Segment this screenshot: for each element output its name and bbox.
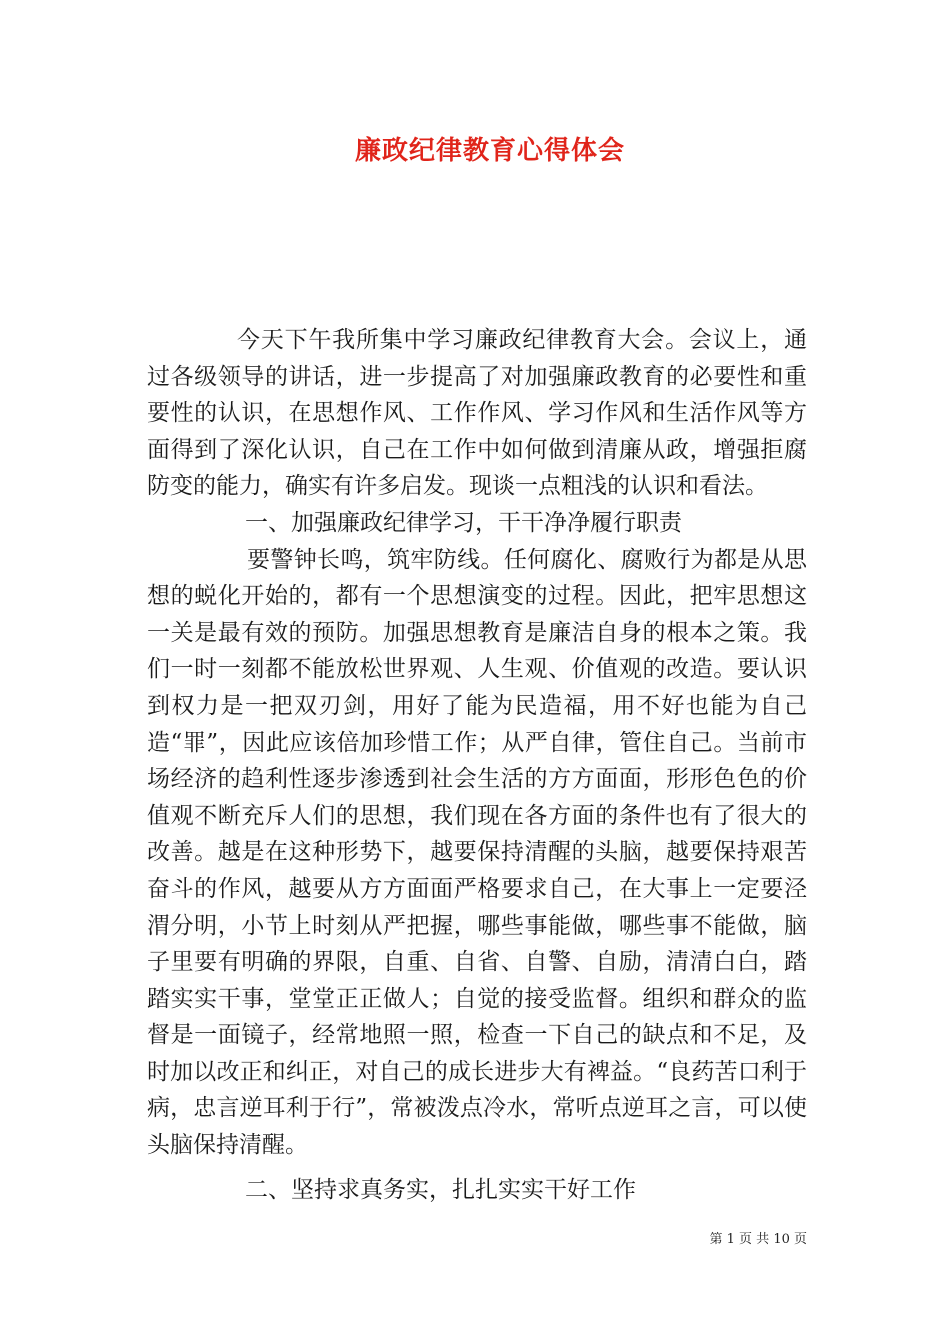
section-1-paragraph: 要警钟长鸣，筑牢防线。任何腐化、腐败行为都是从思想的蜕化开始的，都有一个思想演变的过程。因此，把牢思想这一关是最有效的预防。加强思想教育是廉洁自身的根本之策。我们一时一刻都不能放松世界观、人生观、价值观的改造。要认识到权力是一把双刃剑，用好了能为民造福，用不好也能为自己造“罪”，因此应该倍加珍惜工作；从严自律，管住自己。当前市场经济的趋利性逐步渗透到社会生活的方方面面，形形色色的价值观不断充斥人们的思想，我们现在各方面的条件也有了很大的改善。越是在这种形势下，越要保持清醒的头脑，越要保持艰苦奋斗的作风，越要从方方面面严格要求自己，在大事上一定要泾渭分明，小节上时刻从严把握，哪些事能做，哪些事不能做，脑子里要有明确的界限，自重、自省、自警、自励，清清白白，踏踏实实干事，堂堂正正做人；自觉的接受监督。组织和群众的监督是一面镜子，经常地照一照，检查一下自己的缺点和不足，及时加以改正和纠正，对自己的成长进步大有裨益。“良药苦口利于病，忠言逆耳利于行”，常被泼点冷水，常听点逆耳之言，可以使头脑保持清醒。 xyxy=(147,546,807,1159)
section-heading-1: 一、加强廉政纪律学习，干干净净履行职责 xyxy=(245,509,682,536)
page-number: 第 1 页 共 10 页 xyxy=(709,1232,807,1247)
intro-paragraph: 今天下午我所集中学习廉政纪律教育大会。会议上，通过各级领导的讲话，进一步提高了对加强廉政教育的必要性和重要性的认识，在思想作风、工作作风、学习作风和生活作风等方面得到了深化认识，自己在工作中如何做到清廉从政，增强拒腐防变的能力，确实有许多启发。现谈一点粗浅的认识和看法。 xyxy=(147,327,807,500)
section-heading-2: 二、坚持求真务实，扎扎实实干好工作 xyxy=(245,1176,636,1203)
document-body xyxy=(147,322,807,1208)
document-title: 廉政纪律教育心得体会 xyxy=(354,136,625,166)
